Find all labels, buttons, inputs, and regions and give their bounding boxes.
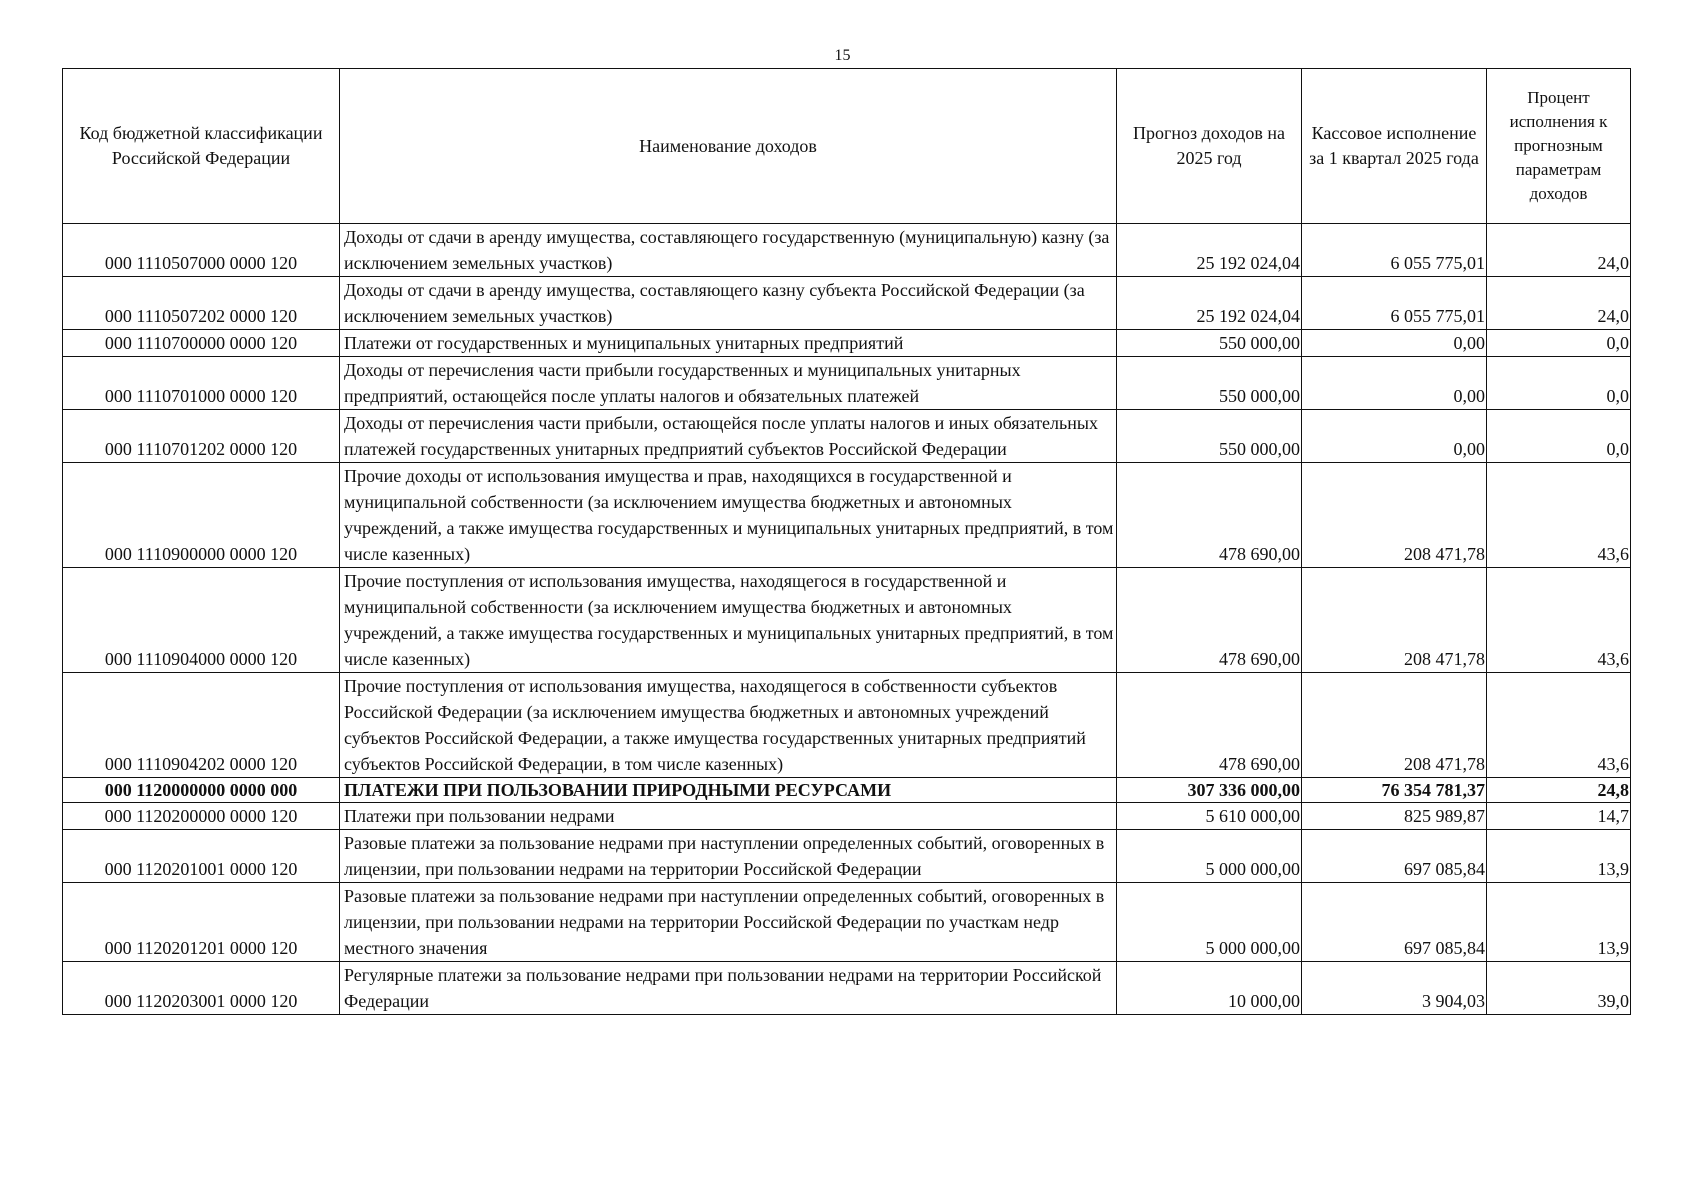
budget-code-cell: 000 1110507202 0000 120 [63,277,340,330]
budget-code-cell: 000 1110507000 0000 120 [63,224,340,277]
execution-cell: 208 471,78 [1302,463,1487,568]
percent-cell: 24,8 [1487,778,1631,803]
forecast-cell: 550 000,00 [1117,330,1302,357]
header-forecast: Прогноз доходов на 2025 год [1117,69,1302,224]
revenue-name-cell: Доходы от сдачи в аренду имущества, составляющего казну субъекта Российской Федерации (за исключением земельных участков) [340,277,1117,330]
table-row [63,830,1631,883]
page-number: 15 [834,47,851,64]
execution-cell: 208 471,78 [1302,568,1487,673]
revenue-name-cell: Прочие доходы от использования имущества и прав, находящихся в государственной и муниципальной собственности (за исключением имущества бюджетных и автономных учреждений, а также имущества государственных и муниципальных унитарных предприятий, в том числе казенных) [340,463,1117,568]
forecast-cell: 25 192 024,04 [1117,277,1302,330]
table-row [63,568,1631,673]
table-row [63,463,1631,568]
execution-cell: 6 055 775,01 [1302,224,1487,277]
table-row [63,224,1631,277]
forecast-cell: 5 000 000,00 [1117,830,1302,883]
execution-cell: 0,00 [1302,410,1487,463]
budget-code-cell: 000 1110700000 0000 120 [63,330,340,357]
revenue-name-cell: Платежи от государственных и муниципальных унитарных предприятий [340,330,1117,357]
revenue-name-cell: Прочие поступления от использования имущества, находящегося в государственной и муниципальной собственности (за исключением имущества бюджетных и автономных учреждений, а также имущества государственных и муниципальных унитарных предприятий, в том числе казенных) [340,568,1117,673]
revenue-name-cell: ПЛАТЕЖИ ПРИ ПОЛЬЗОВАНИИ ПРИРОДНЫМИ РЕСУРСАМИ [340,778,1117,803]
forecast-cell: 307 336 000,00 [1117,778,1302,803]
header-name: Наименование доходов [340,69,1117,224]
execution-cell: 76 354 781,37 [1302,778,1487,803]
execution-cell: 697 085,84 [1302,830,1487,883]
percent-cell: 24,0 [1487,277,1631,330]
revenue-name-cell: Платежи при пользовании недрами [340,803,1117,830]
table-header-row [63,69,1631,224]
forecast-cell: 5 000 000,00 [1117,883,1302,962]
table-row [63,778,1631,803]
table-row [63,962,1631,1015]
budget-code-cell: 000 1110701000 0000 120 [63,357,340,410]
table-row [63,883,1631,962]
forecast-cell: 25 192 024,04 [1117,224,1302,277]
budget-code-cell: 000 1120201001 0000 120 [63,830,340,883]
percent-cell: 24,0 [1487,224,1631,277]
execution-cell: 0,00 [1302,357,1487,410]
table-row [63,410,1631,463]
forecast-cell: 550 000,00 [1117,357,1302,410]
percent-cell: 0,0 [1487,410,1631,463]
table-row [63,803,1631,830]
percent-cell: 43,6 [1487,673,1631,778]
header-code: Код бюджетной классификации Российской Федерации [63,69,340,224]
forecast-cell: 478 690,00 [1117,463,1302,568]
table-body [63,224,1631,1015]
execution-cell: 6 055 775,01 [1302,277,1487,330]
table-row [63,330,1631,357]
percent-cell: 43,6 [1487,568,1631,673]
execution-cell: 208 471,78 [1302,673,1487,778]
budget-code-cell: 000 1110904202 0000 120 [63,673,340,778]
forecast-cell: 478 690,00 [1117,568,1302,673]
budget-code-cell: 000 1110900000 0000 120 [63,463,340,568]
table-row [63,357,1631,410]
budget-code-cell: 000 1120201201 0000 120 [63,883,340,962]
budget-code-cell: 000 1110904000 0000 120 [63,568,340,673]
header-percent: Процент исполнения к прогнозным параметрам доходов [1487,69,1631,224]
percent-cell: 43,6 [1487,463,1631,568]
execution-cell: 3 904,03 [1302,962,1487,1015]
forecast-cell: 478 690,00 [1117,673,1302,778]
table-row [63,277,1631,330]
execution-cell: 825 989,87 [1302,803,1487,830]
budget-code-cell: 000 1110701202 0000 120 [63,410,340,463]
table-row [63,673,1631,778]
budget-code-cell: 000 1120200000 0000 120 [63,803,340,830]
forecast-cell: 5 610 000,00 [1117,803,1302,830]
budget-code-cell: 000 1120203001 0000 120 [63,962,340,1015]
percent-cell: 0,0 [1487,330,1631,357]
revenue-name-cell: Регулярные платежи за пользование недрами при пользовании недрами на территории Российской Федерации [340,962,1117,1015]
revenue-name-cell: Разовые платежи за пользование недрами при наступлении определенных событий, оговоренных в лицензии, при пользовании недрами на территории Российской Федерации по участкам недр местного значения [340,883,1117,962]
revenue-name-cell: Доходы от перечисления части прибыли государственных и муниципальных унитарных предприятий, остающейся после уплаты налогов и обязательных платежей [340,357,1117,410]
execution-cell: 0,00 [1302,330,1487,357]
percent-cell: 39,0 [1487,962,1631,1015]
revenue-name-cell: Доходы от перечисления части прибыли, остающейся после уплаты налогов и иных обязательных платежей государственных унитарных предприятий субъектов Российской Федерации [340,410,1117,463]
forecast-cell: 550 000,00 [1117,410,1302,463]
execution-cell: 697 085,84 [1302,883,1487,962]
revenue-table [62,68,1631,1015]
header-execution: Кассовое исполнение за 1 квартал 2025 года [1302,69,1487,224]
percent-cell: 0,0 [1487,357,1631,410]
revenue-name-cell: Разовые платежи за пользование недрами при наступлении определенных событий, оговоренных в лицензии, при пользовании недрами на территории Российской Федерации [340,830,1117,883]
revenue-name-cell: Прочие поступления от использования имущества, находящегося в собственности субъектов Российской Федерации (за исключением имущества бюджетных и автономных учреждений субъектов Российской Федерации, а также имущества государственных унитарных предприятий субъектов Российской Федерации, в том числе казенных) [340,673,1117,778]
budget-code-cell: 000 1120000000 0000 000 [63,778,340,803]
percent-cell: 14,7 [1487,803,1631,830]
forecast-cell: 10 000,00 [1117,962,1302,1015]
percent-cell: 13,9 [1487,830,1631,883]
percent-cell: 13,9 [1487,883,1631,962]
revenue-name-cell: Доходы от сдачи в аренду имущества, составляющего государственную (муниципальную) казну (за исключением земельных участков) [340,224,1117,277]
